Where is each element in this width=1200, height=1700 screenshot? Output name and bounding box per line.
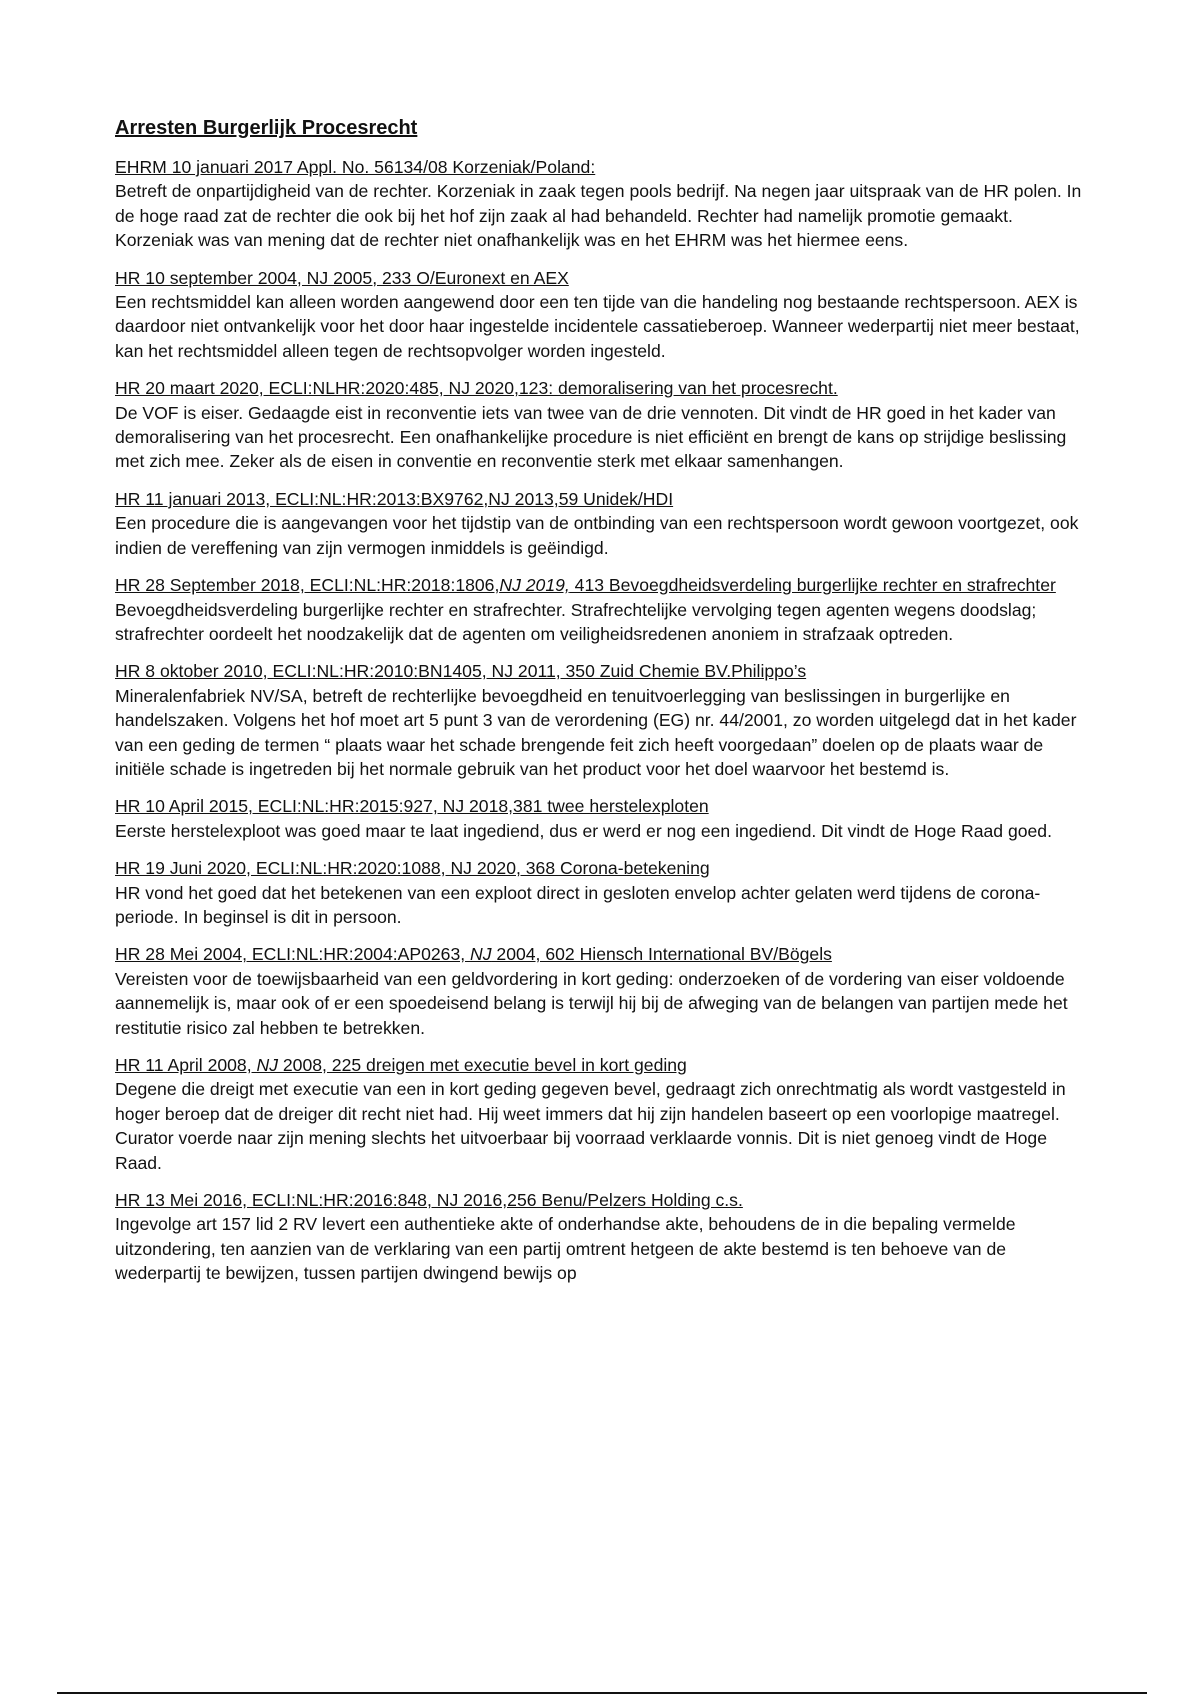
case-heading-segment: NJ [470,944,492,965]
case-heading-segment: EHRM 10 januari 2017 Appl. No. 56134/08 Korzeniak/Poland: [115,157,596,177]
case-heading [115,155,1095,179]
case-summary: Een procedure die is aangevangen voor het tijdstip van de ontbinding van een rechtspersoon wordt gewoon voortgezet, ook indien de vereffening van zijn vermogen inmiddels is geëindigd. [115,513,1079,558]
case-heading-segment: HR 20 maart 2020, ECLI:NLHR:2020:485, NJ 2020,123: demoralisering van het procesrecht. [115,378,838,399]
case-heading [115,376,1095,400]
case-entry [115,573,1095,646]
case-summary: HR vond het goed dat het betekenen van een exploot direct in gesloten envelop achter gelaten werd tijdens de corona-periode. In beginsel is dit in persoon. [115,882,1041,927]
case-heading-segment: HR 8 oktober 2010, ECLI:NL:HR:2010:BN1405, NJ 2011, 350 Zuid Chemie BV.Philippo’s [115,661,807,682]
case-heading-segment: HR 28 Mei 2004, ECLI:NL:HR:2004:AP0263, [115,944,471,965]
case-heading-segment: 413 Bevoegdheidsverdeling burgerlijke rechter en strafrechter [569,575,1056,596]
case-heading [115,659,1095,683]
case-summary: De VOF is eiser. Gedaagde eist in reconventie iets van twee van de drie vennoten. Dit vindt de HR goed in het kader van demoralisering van het procesrecht. Een onafhankelijke procedure is niet efficiënt en brengt de kans op strijdige beslissing met zich mee. Zeker als de eisen in conventie en reconventie sterk met elkaar samenhangen. [115,402,1067,472]
case-entry [115,659,1095,781]
case-entry [115,794,1095,843]
case-heading-segment: 2004, 602 Hiensch International BV/Bögels [491,944,832,965]
case-heading [115,856,1095,880]
case-heading [115,942,1095,966]
case-entry [115,376,1095,474]
case-summary: Betreft de onpartijdigheid van de rechter. Korzeniak in zaak tegen pools bedrijf. Na negen jaar uitspraak van de HR polen. In de hoge raad zat de rechter die ook bij het hof zijn zaak al had behandeld. Rechter had namelijk promotie gemaakt. Korzeniak was van mening dat de rechter niet onafhankelijk was en het EHRM was het hiermee eens. [115,181,1082,251]
case-entry [115,1188,1095,1286]
case-heading-segment: HR 19 Juni 2020, ECLI:NL:HR:2020:1088, NJ 2020, 368 Corona-betekening [115,858,710,879]
case-heading-segment: NJ [256,1055,278,1075]
case-summary: Eerste herstelexploot was goed maar te laat ingediend, dus er werd er nog een ingediend. Dit vindt de Hoge Raad goed. [115,820,1052,841]
case-heading-segment: HR 11 April 2008, [115,1055,257,1075]
case-entry [115,1053,1095,1175]
case-summary: Vereisten voor de toewijsbaarheid van een geldvordering in kort geding: onderzoeken of de vordering van eiser voldoende aannemelijk is, maar ook of er een spoedeisend belang is terwijl hij bij de afweging van de belangen van partijen mede het restitutie risico zal hebben te betrekken. [115,968,1068,1038]
case-heading-segment: NJ 2019, [499,575,570,596]
case-heading-segment: HR 11 januari 2013, ECLI:NL:HR:2013:BX9762,NJ 2013,59 Unidek/HDI [115,488,674,509]
case-heading-segment: HR 10 september 2004, NJ 2005, 233 O/Euronext en AEX [115,267,569,288]
case-entry [115,856,1095,929]
case-entry [115,487,1095,560]
case-heading-segment: HR 13 Mei 2016, ECLI:NL:HR:2016:848, NJ 2016,256 Benu/Pelzers Holding c.s. [115,1190,743,1211]
case-heading-segment: 2008, 225 dreigen met executie bevel in kort geding [278,1055,687,1075]
case-summary: Mineralenfabriek NV/SA, betreft de rechterlijke bevoegdheid en tenuitvoerlegging van beslissingen in burgerlijke en handelszaken. Volgens het hof moet art 5 punt 3 van de verordening (EG) nr. 44/2001, zo worden uitgelegd dat in het kader van een geding de termen “ plaats waar het schade brengende feit zich heeft voorgedaan” doelen op de plaats waar de initiële schade is ingetreden bij het normale gebruik van het product voor het doel waarvoor het bestemd is. [115,685,1077,779]
case-summary: Een rechtsmiddel kan alleen worden aangewend door een ten tijde van die handeling nog bestaande rechtspersoon. AEX is daardoor niet ontvankelijk voor het door haar ingestelde incidentele cassatieberoep. Wanneer wederpartij niet meer bestaat, kan het rechtsmiddel alleen tegen de rechtsopvolger worden ingesteld. [115,292,1080,361]
case-heading [115,266,1095,290]
case-heading-segment: HR 28 September 2018, ECLI:NL:HR:2018:1806, [115,575,500,596]
case-summary: Degene die dreigt met executie van een in kort geding gegeven bevel, gedraagt zich onrechtmatig als wordt vastgesteld in hoger beroep dat de dreiger dit recht niet had. Hij weet immers dat hij zijn handelen baseert op een voorlopige maatregel. Curator voerde naar zijn mening slechts het uitvoerbaar bij voorraad verklaarde vonnis. Dit is niet genoeg vindt de Hoge Raad. [115,1079,1066,1173]
document-title: Arresten Burgerlijk Procesrecht [115,117,418,139]
footer-rule [57,1692,1147,1694]
case-heading [115,1188,1095,1212]
case-heading [115,794,1095,818]
case-entry [115,266,1095,364]
case-summary: Ingevolge art 157 lid 2 RV levert een authentieke akte of onderhandse akte, behoudens de in die bepaling vermelde uitzondering, ten aanzien van de verklaring van een partij omtrent hetgeen de akte bestemd is ten behoeve van de wederpartij te bewijzen, tussen partijen dwingend bewijs op [115,1214,1016,1284]
case-heading [115,573,1095,597]
case-summary: Bevoegdheidsverdeling burgerlijke rechter en strafrechter. Strafrechtelijke vervolging tegen agenten wegens doodslag; strafrechter oordeelt het noodzakelijk dat de agenten om veiligheidsredenen anoniem in strafzaak optreden. [115,599,1037,644]
document-page [115,114,1095,1299]
case-entry [115,942,1095,1040]
case-heading-segment: HR 10 April 2015, ECLI:NL:HR:2015:927, NJ 2018,381 twee herstelexploten [115,796,709,817]
case-heading [115,487,1095,511]
case-entry [115,155,1095,253]
case-list [115,155,1095,1286]
case-heading [115,1053,1095,1077]
